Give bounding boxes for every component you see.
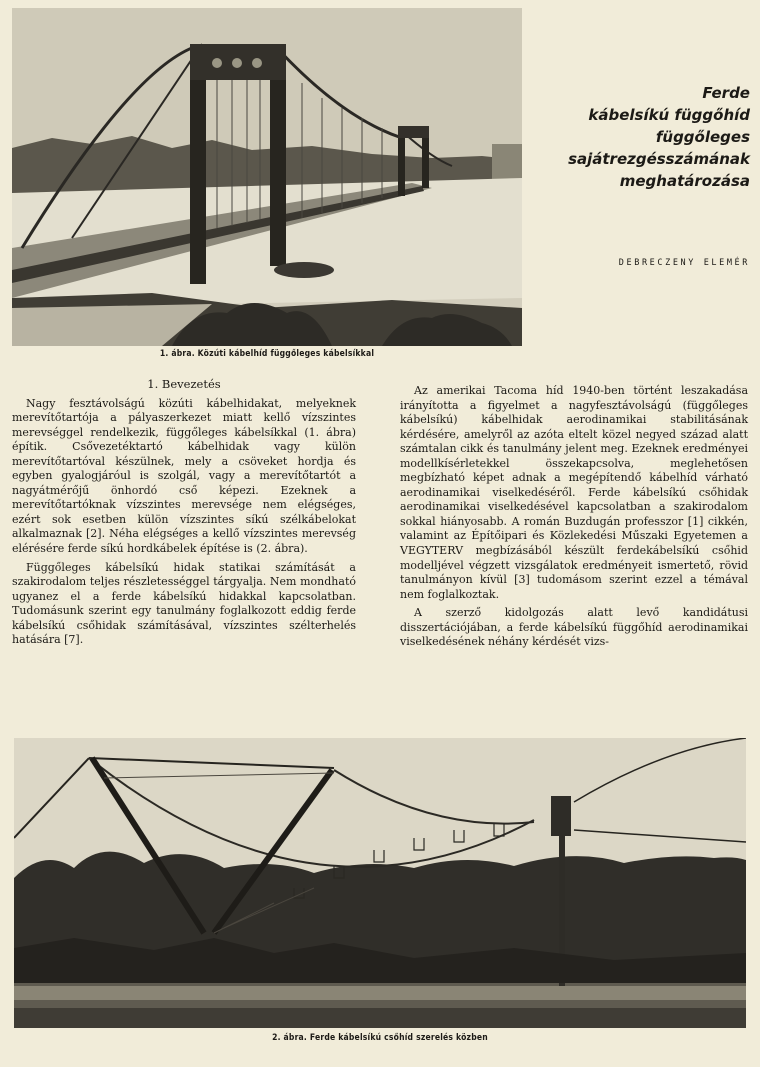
figure-1-caption: 1. ábra. Közúti kábelhíd függőleges kábelsíkkal (159, 349, 375, 359)
body-paragraph: Nagy fesztávolságú közúti kábelhidakat, melyeknek merevítőtartója a pályaszerkezet miatt kellő vízszintes merevséggel rendelkezik, függőleges kábelsíkkal (1. ábra) építik. Csővezetéktartó kábelhidak vagy külön merevítőtartóval készülnek, mely a csöveket hordja és egyben gyalogjáróul is szolgál, vagy a merevítőtartót a nagyátmérőjű önhordó cső képezi. Ezeknek a merevítőtartóknak vízszintes merevsége nem elégséges, ezért sok esetben külön vízszintes síkú szélkábelokat alkalmaznak [2]. Néha elégséges a kellő vízszintes merevség elérésére ferde síkú hordkábelek építése is (2. ábra). (12, 396, 356, 556)
figure-2-caption: 2. ábra. Ferde kábelsíkú csőhíd szerelés közben (272, 1033, 488, 1043)
left-text-column (12, 377, 356, 648)
title-line: sajátrezgésszámának (568, 150, 750, 168)
bridge-photo-illustration (12, 8, 522, 346)
article-title (540, 82, 750, 192)
figure-2-photo (14, 738, 746, 1028)
title-line: Ferde (702, 84, 750, 102)
article-author: DEBRECZENY ELEMÉR (618, 258, 750, 268)
body-paragraph: Az amerikai Tacoma híd 1940-ben történt leszakadása irányította a figyelmet a nagyfesztávolságú (függőleges kábelsíkú) kábelhidak aerodinamikai stabilitásának kérdésére, amelyről az azóta eltelt közel negyed század alatt számtalan cikk és tanulmány jelent meg. Ezeknek eredményei modellkísérletekkel összekapcsolva, meglehetősen megbízható képet adnak a megépítendő kábelhíd várható aerodinamikai viselkedéséről. Ferde kábelsíkú csőhidak aerodinamikai viselkedésével kapcsolatban a szakirodalom sokkal hiányosabb. A román Buzdugán professzor [1] cikkén, valamint az Építőipari és Közlekedési Műszaki Egyetemen a VEGYTERV megbízásából készült ferdekábelsíkú csőhid modelljével végzett vizsgálatok eredményeit ismertető, rövid tanulmányon kívül [3] tudomásom szerint ezzel a témával nem foglalkoztak. (400, 384, 748, 601)
figure-1-photo (12, 8, 522, 346)
section-heading: 1. Bevezetés (147, 377, 221, 391)
body-paragraph: Függőleges kábelsíkú hidak statikai számítását a szakirodalom teljes részletességgel tárgyalja. Nem mondható ugyanez el a ferde kábelsíkú hidakkal kapcsolatban. Tudomásunk szerint egy tanulmány foglalkozott eddig ferde kábelsíkú csőhidak számításával, vízszintes szélterhelés hatására [7]. (12, 560, 356, 647)
pipe-bridge-photo-illustration (14, 738, 746, 1028)
body-paragraph: A szerző kidolgozás alatt levő kandidátusi disszertációjában, a ferde kábelsíkú függőhíd aerodinamikai viselkedésének néhány kérdését vizs- (400, 606, 748, 649)
right-text-column (400, 384, 748, 650)
title-line: kábelsíkú függőhíd (588, 106, 750, 124)
title-line: függőleges (655, 128, 750, 146)
title-line: meghatározása (619, 172, 750, 190)
